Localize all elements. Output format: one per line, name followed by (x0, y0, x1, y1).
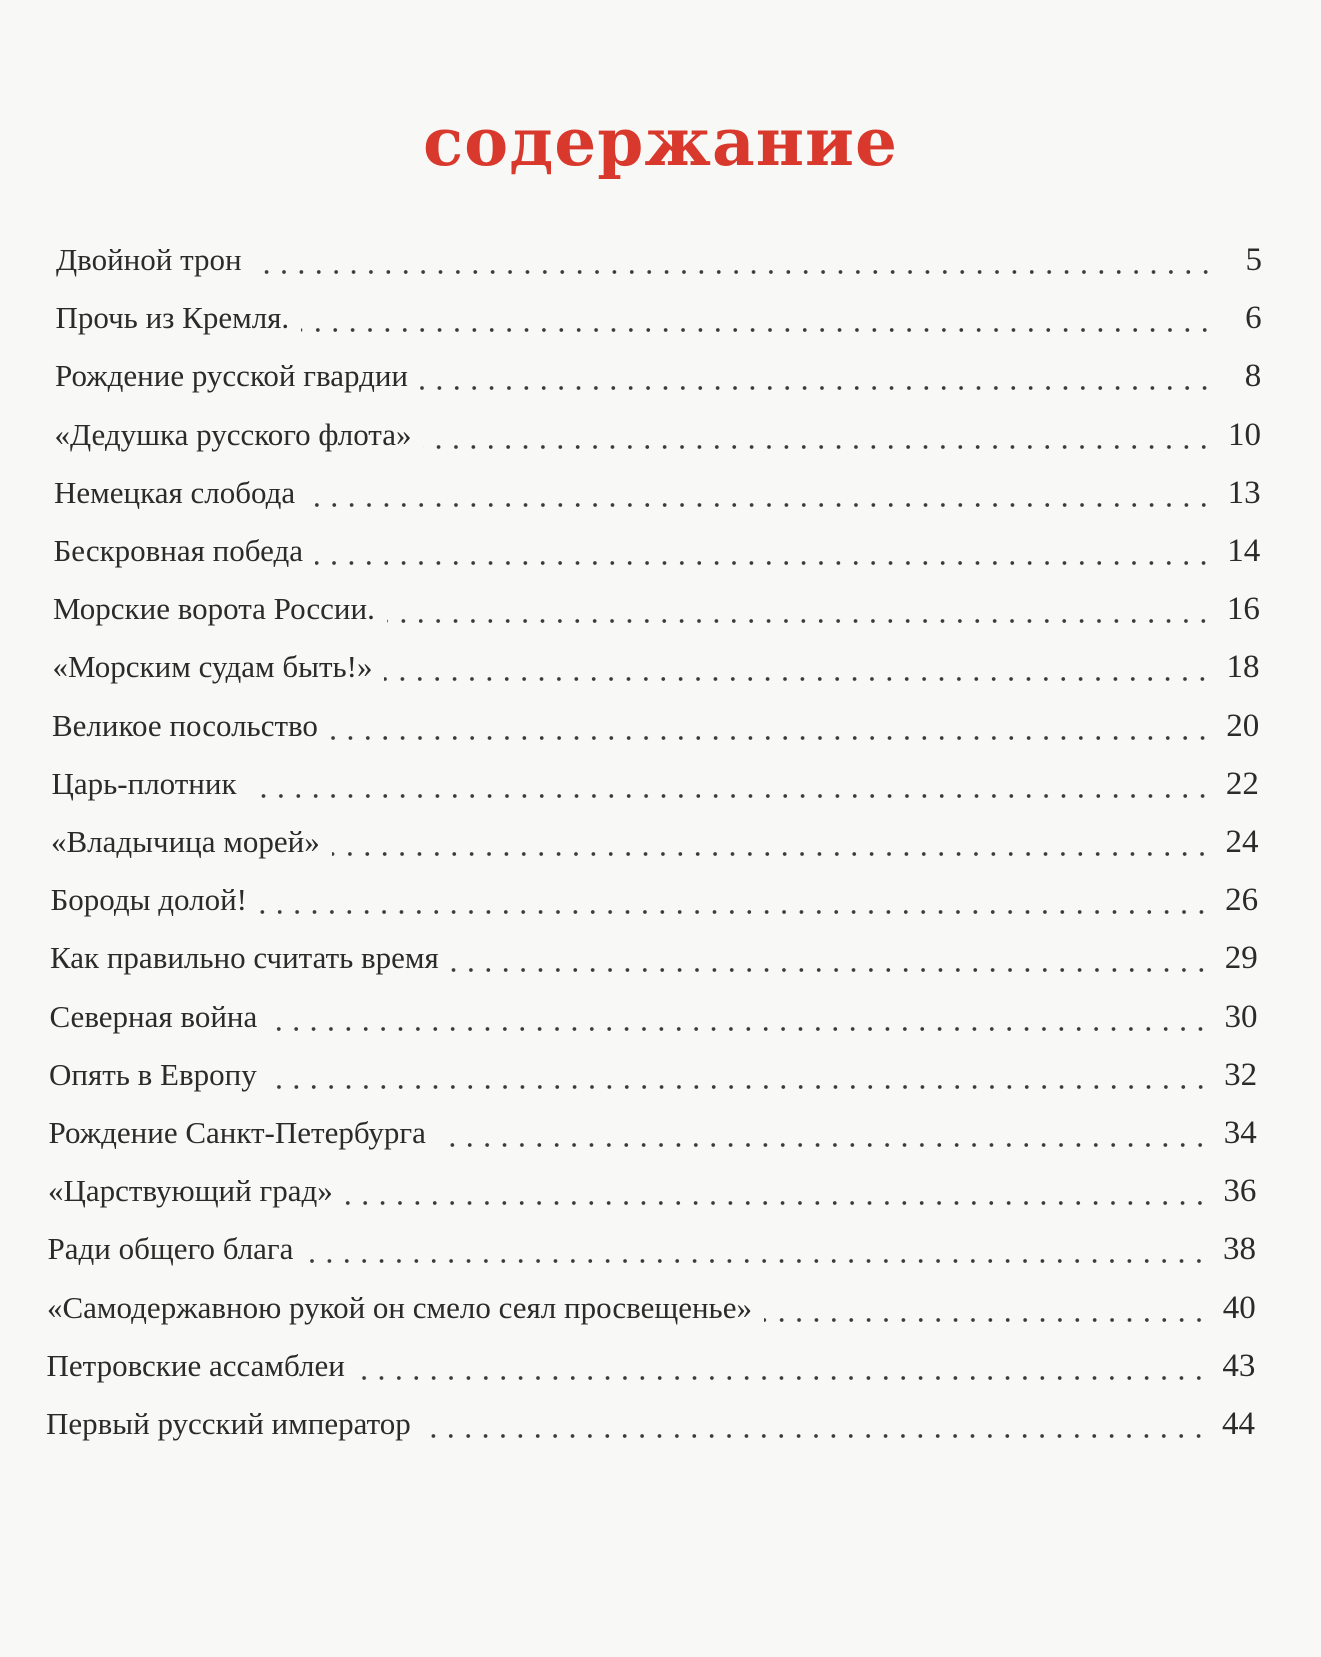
toc-entry-page-number: 22 (1225, 765, 1259, 802)
toc-entry-title: «Дедушка русского флота» (54, 416, 412, 452)
toc-entry-15[interactable] (49, 1051, 1257, 1095)
toc-entry-page-number: 13 (1227, 474, 1261, 511)
toc-entry-title: Ради общего блага (47, 1231, 294, 1267)
dot-leader (307, 479, 1212, 509)
dot-leader (259, 886, 1210, 916)
toc-entry-12[interactable] (51, 876, 1259, 920)
toc-entry-title: Как правильно считать время (50, 940, 439, 976)
page-title: содержание (423, 103, 898, 181)
dot-leader (384, 653, 1211, 683)
toc-entry-page-number: 43 (1222, 1347, 1256, 1384)
dot-leader (438, 1119, 1209, 1149)
toc-entry-title: «Самодержавною рукой он смело сеял просвещенье» (47, 1289, 752, 1325)
dot-leader (254, 246, 1214, 276)
toc-entry-page-number: 5 (1245, 242, 1262, 278)
dot-leader (301, 304, 1213, 334)
toc-entry-title: «Владычица морей» (51, 824, 320, 859)
dot-leader (387, 595, 1212, 625)
toc-entry-4[interactable] (55, 411, 1261, 455)
toc-entry-page-number: 32 (1224, 1056, 1258, 1093)
dot-leader (345, 1177, 1209, 1207)
toc-entry-page-number: 14 (1227, 533, 1261, 569)
toc-entry-title: Двойной трон (56, 242, 242, 277)
dot-leader (332, 828, 1211, 858)
toc-entry-page-number: 8 (1244, 358, 1262, 395)
dot-leader (269, 1003, 1209, 1033)
dot-leader (451, 944, 1210, 974)
toc-entry-9[interactable] (52, 702, 1259, 746)
toc-entry-title: Немецкая слобода (54, 474, 296, 510)
dot-leader (315, 537, 1212, 567)
toc-entry-17[interactable] (48, 1167, 1256, 1211)
toc-entry-page-number: 24 (1225, 824, 1259, 860)
toc-entry-20[interactable] (47, 1342, 1256, 1386)
toc-entry-6[interactable] (54, 527, 1261, 571)
toc-entry-title: Рождение Санкт-Петербурга (48, 1115, 426, 1150)
toc-entry-page-number: 10 (1227, 416, 1261, 453)
toc-entry-page-number: 34 (1223, 1115, 1257, 1151)
dot-leader (423, 421, 1212, 451)
toc-entry-21[interactable] (46, 1400, 1255, 1444)
toc-entry-title: «Морским судам быть!» (52, 649, 373, 685)
toc-entry-7[interactable] (53, 585, 1260, 629)
toc-entry-16[interactable] (49, 1109, 1257, 1153)
toc-entry-page-number: 30 (1224, 998, 1258, 1035)
toc-entry-page-number: 44 (1222, 1406, 1255, 1442)
toc-entry-5[interactable] (54, 469, 1261, 513)
toc-entry-title: Опять в Европу (49, 1056, 257, 1092)
toc-entry-1[interactable] (56, 236, 1262, 280)
toc-entry-page-number: 16 (1226, 591, 1260, 628)
toc-entry-10[interactable] (52, 760, 1259, 804)
toc-entry-8[interactable] (53, 643, 1260, 687)
dot-leader (423, 1410, 1207, 1440)
toc-entry-page-number: 6 (1245, 300, 1262, 337)
toc-entry-11[interactable] (51, 818, 1259, 862)
toc-entry-title: Морские ворота России. (53, 591, 375, 627)
toc-entry-19[interactable] (47, 1284, 1256, 1328)
dot-leader (330, 712, 1211, 742)
toc-entry-title: Бескровная победа (53, 533, 303, 568)
toc-entry-title: Бороды долой! (50, 882, 248, 918)
toc-entry-page-number: 18 (1226, 649, 1260, 686)
dot-leader (269, 1061, 1209, 1091)
toc-entry-3[interactable] (55, 352, 1261, 396)
dot-leader (357, 1352, 1208, 1382)
dot-leader (420, 362, 1213, 392)
toc-entry-title: «Царствующий град» (48, 1173, 333, 1209)
toc-entry-title: Царь-плотник (51, 765, 237, 801)
toc-entry-page-number: 29 (1224, 940, 1258, 977)
toc-entry-2[interactable] (56, 294, 1262, 338)
toc-entry-page-number: 26 (1225, 882, 1259, 919)
toc-entry-title: Первый русский император (46, 1406, 411, 1441)
toc-entry-page-number: 20 (1226, 707, 1260, 744)
dot-leader (764, 1294, 1208, 1324)
toc-entry-title: Рождение русской гвардии (55, 358, 409, 394)
dot-leader (249, 770, 1211, 800)
toc-entry-title: Северная война (49, 998, 258, 1034)
toc-entry-18[interactable] (48, 1225, 1257, 1269)
toc-entry-page-number: 40 (1222, 1289, 1256, 1326)
toc-entry-title: Великое посольство (52, 707, 318, 743)
toc-entry-title: Прочь из Кремля. (55, 300, 290, 336)
toc-entry-14[interactable] (50, 993, 1258, 1037)
toc-entry-13[interactable] (50, 934, 1258, 978)
toc-entry-title: Петровские ассамблеи (46, 1347, 345, 1383)
toc-entry-page-number: 36 (1223, 1173, 1257, 1210)
toc-entry-page-number: 38 (1223, 1231, 1257, 1268)
dot-leader (305, 1235, 1208, 1265)
